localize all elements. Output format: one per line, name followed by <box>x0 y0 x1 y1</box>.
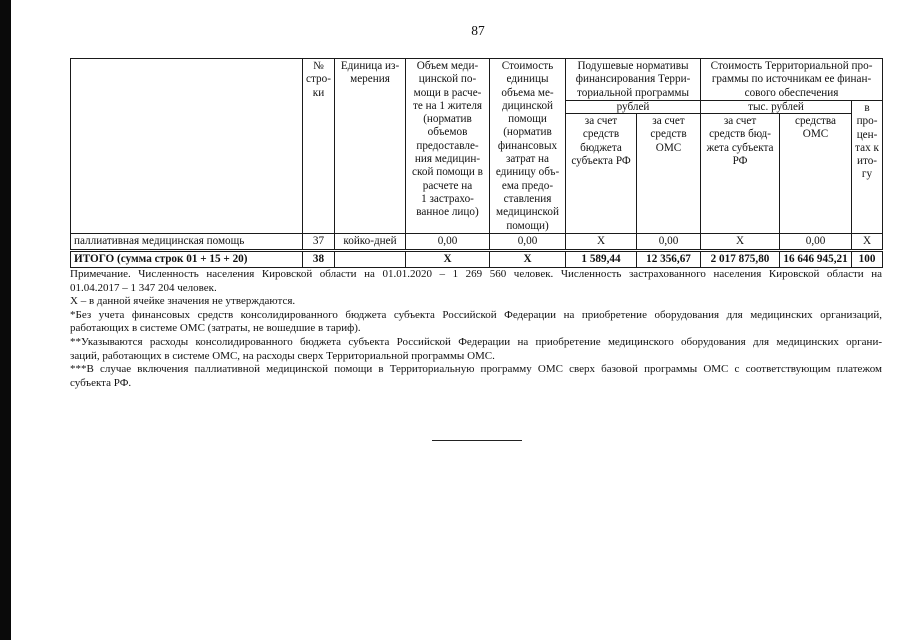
note-line: Примечание. Численность населения Кировской области на 01.01.2020 – 1 269 560 человек. Численность застрахованного населения Кировской области на <box>70 268 882 280</box>
table-row-total <box>71 251 883 268</box>
note-line: заций, работающих в системе ОМС, на расходы сверх Территориальной программы ОМС. <box>70 349 495 362</box>
header-volume: Объем меди- цинской по- мощи в расче- те на 1 жителя (норматив объемов предоставле- ния медицин- ской помощи в расчете на 1 застрахо- ванное лицо) <box>406 59 490 234</box>
cell-care-type: ИТОГО (сумма строк 01 + 15 + 20) <box>71 251 303 268</box>
cell-per-capita-oms: 0,00 <box>637 234 701 251</box>
cell-care-type: паллиативная медицинская помощь <box>71 234 303 251</box>
note-line: ***В случае включения паллиативной медицинской помощи в Территориальную программу ОМС сверх базовой программы ОМС с соответствующим платежом <box>70 363 882 376</box>
cell-per-capita-budget: 1 589,44 <box>566 251 637 268</box>
cell-per-capita-budget: Х <box>566 234 637 251</box>
note-line: субъекта РФ. <box>70 376 132 389</box>
note-population <box>70 268 882 295</box>
cell-unit: койко-дней <box>335 234 406 251</box>
header-per-capita-budget: за счет средств бюджета субъекта РФ <box>566 114 637 234</box>
note-line: *Без учета финансовых средств консолидированного бюджета субъекта Российской Федерации на приобретение оборудования для медицинских организаций, <box>70 308 882 321</box>
header-per-capita-unit: рублей <box>566 101 701 114</box>
header-row-number: № стро- ки <box>303 59 335 234</box>
header-total-group: Стоимость Территориальной про- граммы по источникам ее финан- сового обеспечения <box>701 59 883 101</box>
cell-total-budget: 2 017 875,80 <box>701 251 780 268</box>
header-care-type <box>71 59 303 234</box>
cell-volume: Х <box>406 251 490 268</box>
header-unit: Единица из- мерения <box>335 59 406 234</box>
cell-row-number: 38 <box>303 251 335 268</box>
cell-cost: 0,00 <box>490 234 566 251</box>
note-footnote-1 <box>70 309 882 336</box>
note-footnote-2 <box>70 336 882 363</box>
cell-per-capita-oms: 12 356,67 <box>637 251 701 268</box>
cell-total-budget: Х <box>701 234 780 251</box>
note-line: Х – в данной ячейке значения не утверждаются. <box>70 295 296 308</box>
header-per-capita-oms: за счет средств ОМС <box>637 114 701 234</box>
table-row <box>71 234 883 251</box>
notes-block <box>70 268 882 390</box>
header-cost: Стоимость единицы объема ме- дицинской помощи (норматив финансовых затрат на единицу объ- ема предо- ставления медицинской помощи) <box>490 59 566 234</box>
header-total-unit: тыс. рублей <box>701 101 852 114</box>
header-total-oms: средства ОМС <box>780 114 852 234</box>
note-line: работающих в системе ОМС (затраты, не вошедшие в тариф). <box>70 322 361 335</box>
cell-percent: 100 <box>852 251 883 268</box>
note-line: **Указываются расходы консолидированного бюджета субъекта Российской Федерации на приобретение медицинского оборудования для медицинских органи- <box>70 335 882 348</box>
header-per-capita-group: Подушевые нормативы финансирования Терри- ториальной программы <box>566 59 701 101</box>
note-x-legend <box>70 295 882 309</box>
financing-table <box>70 58 883 268</box>
cell-volume: 0,00 <box>406 234 490 251</box>
cell-unit <box>335 251 406 268</box>
header-percent: в про- цен- тах к ито- гу <box>852 101 883 234</box>
header-total-budget: за счет средств бюд- жета субъекта РФ <box>701 114 780 234</box>
note-footnote-3 <box>70 363 882 390</box>
end-rule <box>432 440 522 441</box>
page-number: 87 <box>471 23 485 38</box>
cell-row-number: 37 <box>303 234 335 251</box>
cell-total-oms: 16 646 945,21 <box>780 251 852 268</box>
scan-edge-bar <box>0 0 11 640</box>
cell-percent: Х <box>852 234 883 251</box>
note-line: 01.04.2017 – 1 347 204 человек. <box>70 281 217 294</box>
header-row-main <box>71 59 883 101</box>
cell-total-oms: 0,00 <box>780 234 852 251</box>
cell-cost: Х <box>490 251 566 268</box>
